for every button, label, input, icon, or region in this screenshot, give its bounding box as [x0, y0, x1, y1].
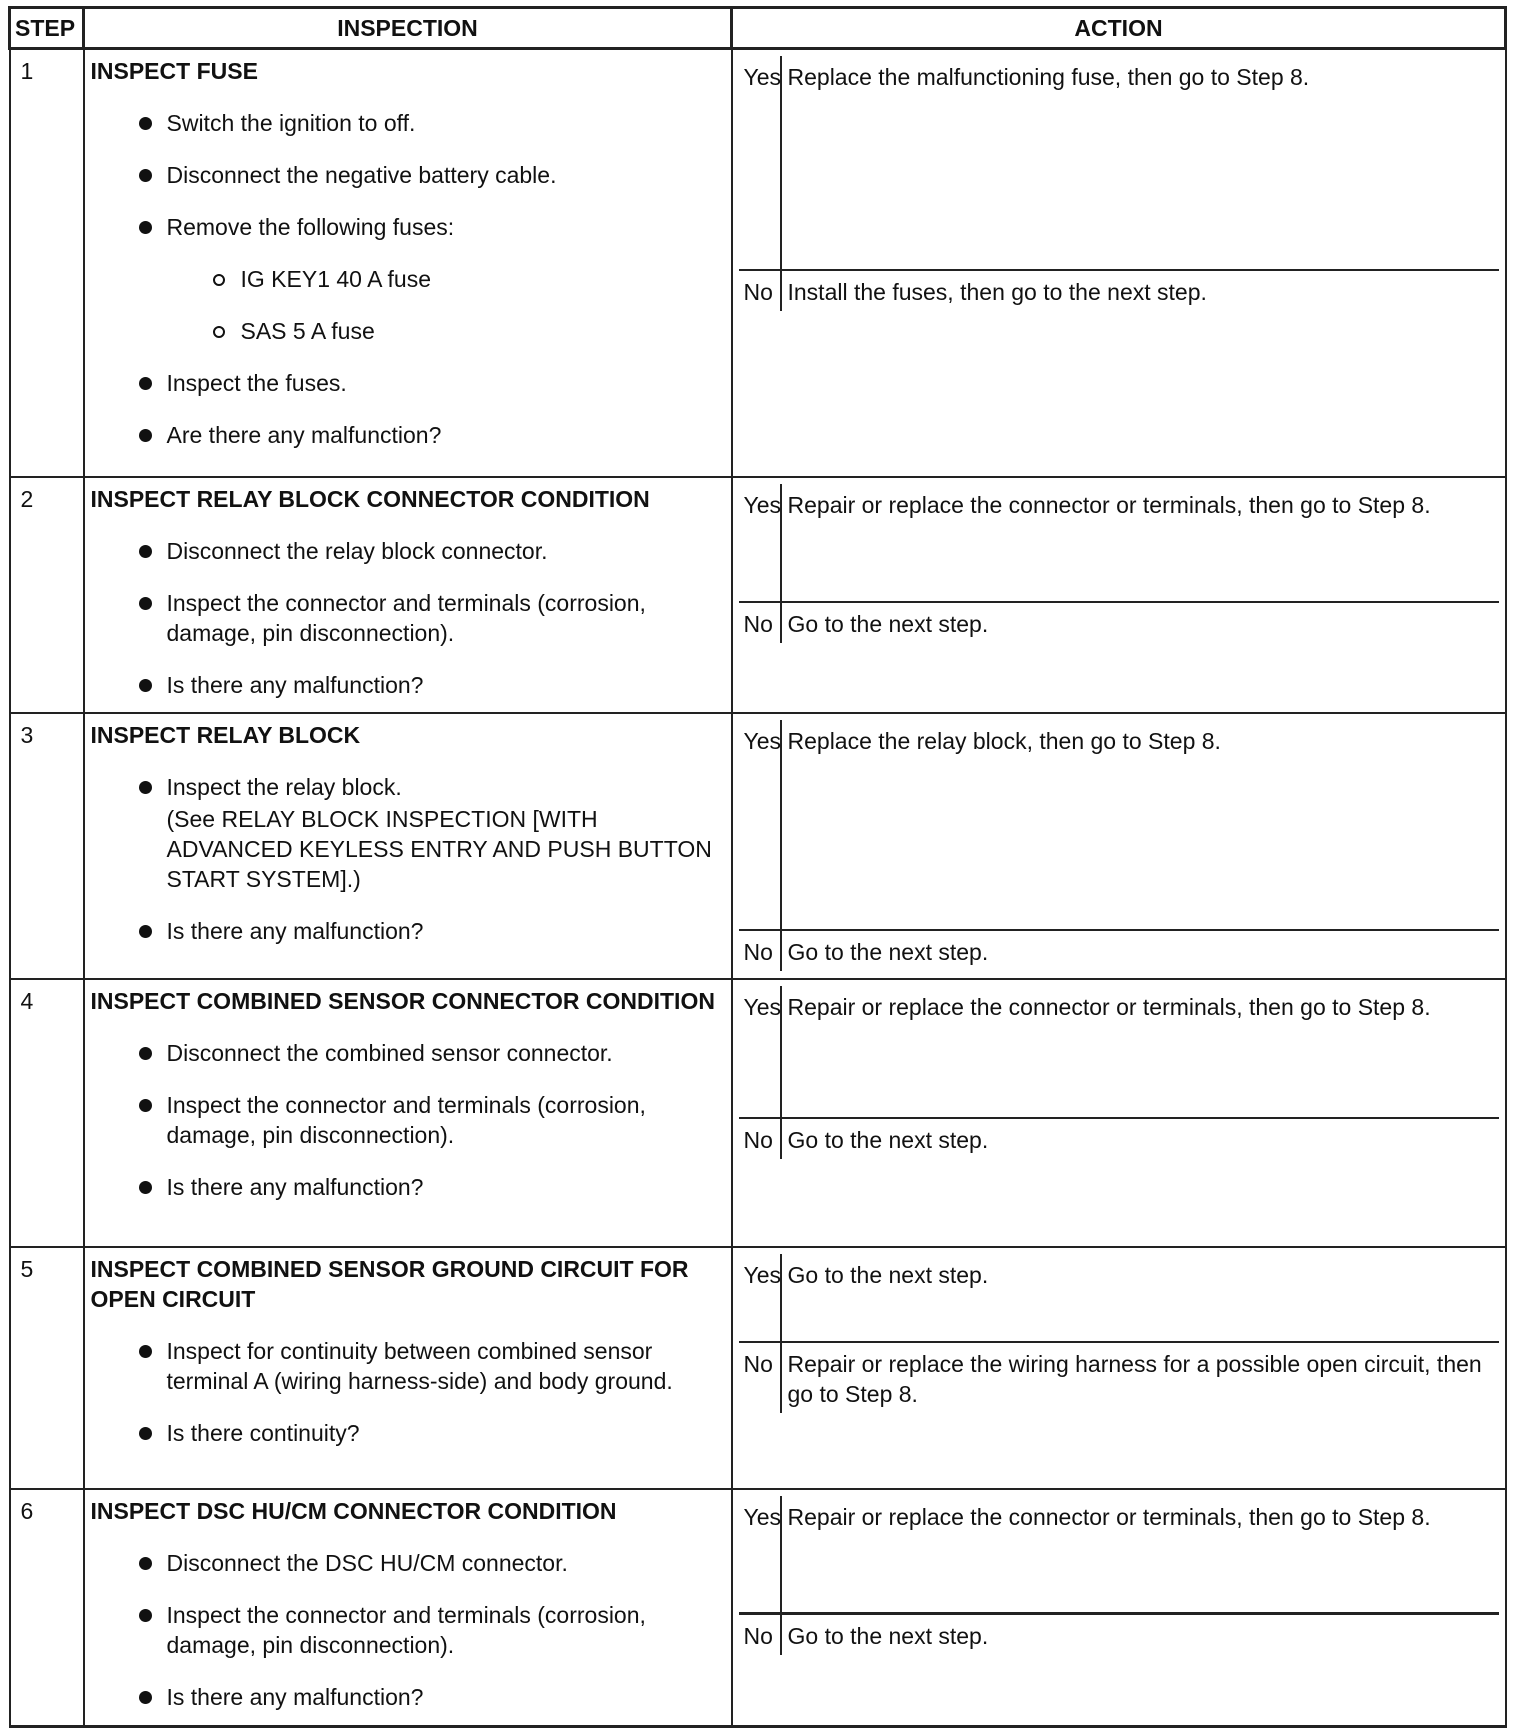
inspection-title: INSPECT FUSE [90, 58, 258, 84]
bullet-icon [139, 1345, 152, 1358]
yes-action: Repair or replace the connector or terminals, then go to Step 8. [781, 986, 1499, 1118]
list-item: Inspect the connector and terminals (corrosion, damage, pin disconnection). [91, 588, 725, 648]
no-action: Go to the next step. [787, 610, 989, 637]
bullet-icon [139, 169, 152, 182]
list-item: Is there any malfunction? [91, 1682, 725, 1712]
yes-action: Replace the relay block, then go to Step 8. [781, 720, 1499, 930]
list-item: Disconnect the combined sensor connector. [91, 1038, 725, 1068]
list-item: Is there continuity? [91, 1418, 725, 1448]
yes-action: Repair or replace the connector or terminals, then go to Step 8. [781, 1496, 1499, 1614]
list-item: Is there any malfunction? [91, 670, 725, 700]
inspection-title: INSPECT COMBINED SENSOR CONNECTOR CONDITION [90, 987, 715, 1014]
yes-action: Repair or replace the connector or terminals, then go to Step 8. [781, 484, 1499, 602]
bullet-icon [139, 925, 152, 938]
table-row [10, 477, 1506, 713]
step-number: 3 [10, 713, 84, 979]
no-label: No [739, 602, 781, 643]
header-step: STEP [10, 8, 84, 49]
list-item: Disconnect the negative battery cable. [91, 160, 725, 190]
circle-bullet-icon [213, 274, 225, 286]
bullet-icon [139, 545, 152, 558]
inspection-cell [84, 979, 732, 1247]
list-item: Inspect for continuity between combined sensor terminal A (wiring harness-side) and body ground. [91, 1336, 725, 1396]
yes-label: Yes [739, 720, 781, 930]
list-item: Inspect the fuses. [91, 368, 725, 398]
list-item: Is there any malfunction? [91, 1172, 725, 1202]
header-inspection: INSPECTION [84, 8, 732, 49]
list-item: Inspect the relay block. [91, 772, 725, 802]
action-cell [732, 1247, 1506, 1489]
list-item: Is there any malfunction? [91, 916, 725, 946]
inspection-title: INSPECT RELAY BLOCK [90, 721, 361, 748]
action-cell [732, 49, 1506, 477]
bullet-icon [139, 781, 152, 794]
list-item: Disconnect the DSC HU/CM connector. [91, 1548, 725, 1578]
no-label: No [739, 270, 781, 311]
yes-label: Yes [739, 484, 781, 602]
bullet-icon [139, 117, 152, 130]
table-row [10, 1247, 1506, 1489]
reference-note: (See RELAY BLOCK INSPECTION [WITH ADVANCED KEYLESS ENTRY AND PUSH BUTTON START SYSTEM].) [166, 805, 712, 892]
list-item: Are there any malfunction? [91, 420, 725, 450]
no-action: Go to the next step. [787, 938, 989, 965]
step-number: 2 [10, 477, 84, 713]
inspection-cell [84, 49, 732, 477]
yes-action: Replace the malfunctioning fuse, then go to Step 8. [781, 56, 1499, 270]
action-cell [732, 979, 1506, 1247]
inspection-title: INSPECT RELAY BLOCK CONNECTOR CONDITION [90, 485, 650, 512]
sub-list-item: IG KEY1 40 A fuse [167, 264, 725, 294]
step-number: 6 [10, 1489, 84, 1727]
no-action: Go to the next step. [787, 1126, 989, 1153]
bullet-icon [139, 1181, 152, 1194]
bullet-icon [139, 1047, 152, 1060]
no-action: Repair or replace the wiring harness for a possible open circuit, then go to Step 8. [787, 1350, 1482, 1407]
inspection-title: INSPECT COMBINED SENSOR GROUND CIRCUIT FOR OPEN CIRCUIT [90, 1255, 689, 1312]
yes-label: Yes [739, 1254, 781, 1342]
no-label: No [739, 1614, 781, 1656]
inspection-cell [84, 713, 732, 979]
bullet-icon [139, 1099, 152, 1112]
inspection-cell [84, 1247, 732, 1489]
table-row [10, 979, 1506, 1247]
list-item: Switch the ignition to off. [91, 108, 725, 138]
bullet-icon [139, 377, 152, 390]
bullet-icon [139, 1691, 152, 1704]
inspection-title: INSPECT DSC HU/CM CONNECTOR CONDITION [90, 1497, 617, 1524]
no-action: Install the fuses, then go to the next step. [787, 279, 1207, 305]
list-item: Inspect the connector and terminals (corrosion, damage, pin disconnection). [91, 1600, 725, 1660]
yes-label: Yes [739, 56, 781, 270]
bullet-icon [139, 1609, 152, 1622]
yes-label: Yes [739, 1496, 781, 1614]
list-item: Inspect the connector and terminals (corrosion, damage, pin disconnection). [91, 1090, 725, 1150]
no-action: Go to the next step. [787, 1623, 989, 1649]
yes-label: Yes [739, 986, 781, 1118]
action-cell [732, 477, 1506, 713]
inspection-cell [84, 477, 732, 713]
no-label: No [739, 930, 781, 971]
table-row [10, 713, 1506, 979]
yes-action: Go to the next step. [781, 1254, 1499, 1342]
diagnostic-procedure-sheet [8, 6, 1504, 1728]
step-number: 1 [10, 49, 84, 477]
no-label: No [739, 1342, 781, 1413]
list-item: Remove the following fuses: IG KEY1 40 A fuse SAS 5 A fuse [91, 212, 725, 346]
no-label: No [739, 1118, 781, 1159]
action-cell [732, 713, 1506, 979]
table-row [10, 1489, 1506, 1727]
diagnostic-table [8, 6, 1507, 1728]
bullet-icon [139, 597, 152, 610]
action-cell [732, 1489, 1506, 1727]
bullet-icon [139, 679, 152, 692]
inspection-cell [84, 1489, 732, 1727]
bullet-icon [139, 1557, 152, 1570]
sub-list-item: SAS 5 A fuse [167, 316, 725, 346]
table-row [10, 49, 1506, 477]
header-action: ACTION [732, 8, 1506, 49]
circle-bullet-icon [213, 326, 225, 338]
step-number: 4 [10, 979, 84, 1247]
table-header-row [10, 8, 1506, 49]
list-item: Disconnect the relay block connector. [91, 536, 725, 566]
bullet-icon [139, 1427, 152, 1440]
step-number: 5 [10, 1247, 84, 1489]
bullet-icon [139, 221, 152, 234]
bullet-icon [139, 429, 152, 442]
